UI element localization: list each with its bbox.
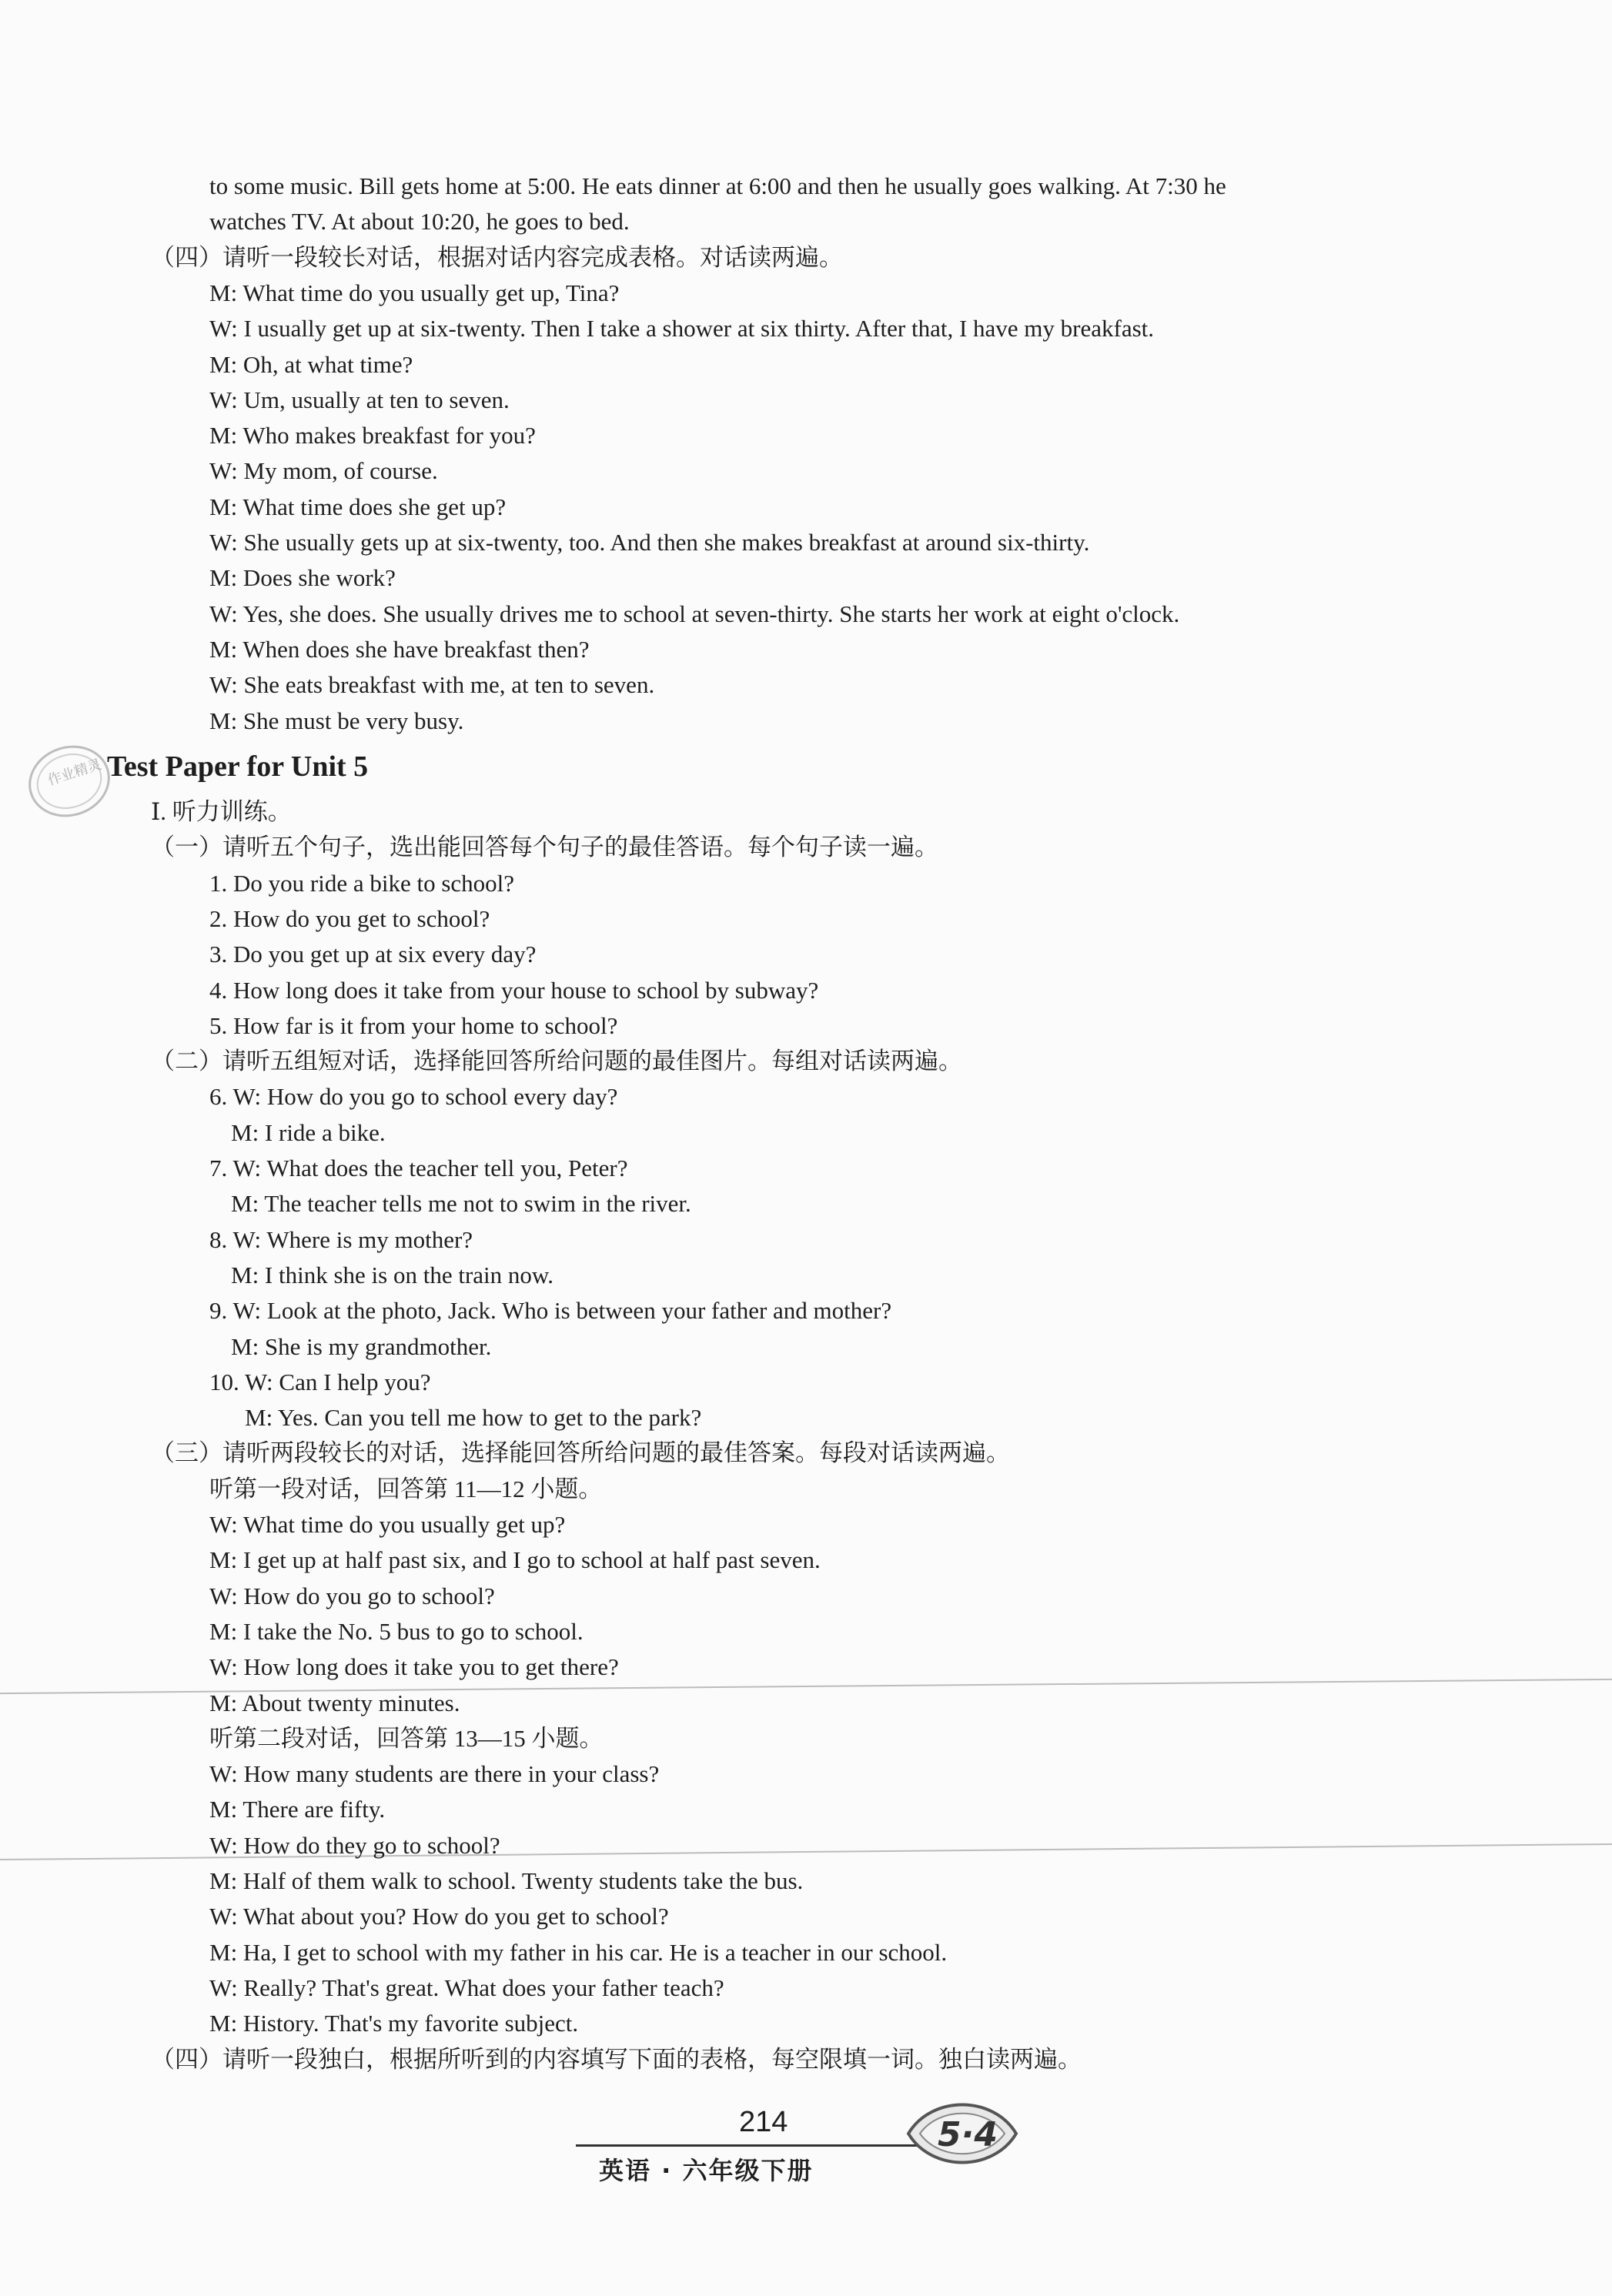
text-line: M: Does she work? (209, 564, 396, 592)
text-line: M: I get up at half past six, and I go to school at half past seven. (209, 1546, 821, 1574)
text-line: W: How do you go to school? (209, 1582, 495, 1609)
text-line: 3. Do you get up at six every day? (209, 941, 537, 968)
text-line: 10. W: Can I help you? (209, 1368, 431, 1395)
text-line: M: History. That's my favorite subject. (209, 2010, 579, 2037)
text-line: 听第二段对话，回答第 13—15 小题。 (209, 1724, 604, 1752)
brand-logo-icon (901, 2087, 1024, 2180)
stamp-text: 作业精灵 (45, 756, 104, 789)
text-line: W: How long does it take you to get there? (209, 1653, 619, 1681)
text-line: Ⅰ. 听力训练。 (151, 798, 292, 825)
text-line: 4. How long does it take from your house to school by subway? (209, 976, 819, 1004)
text-line: 5. How far is it from your home to school? (209, 1011, 618, 1039)
text-line: M: Who makes breakfast for you? (209, 422, 536, 450)
text-line: W: What about you? How do you get to school? (209, 1903, 669, 1930)
text-line: W: I usually get up at six-twenty. Then I take a shower at six thirty. After that, I have my breakfast. (209, 315, 1155, 343)
text-line: W: How do they go to school? (209, 1831, 500, 1859)
text-line: M: The teacher tells me not to swim in the river. (231, 1190, 691, 1218)
text-line: M: She is my grandmother. (231, 1332, 492, 1360)
watermark-stamp-icon (23, 739, 115, 824)
text-line: W: Um, usually at ten to seven. (209, 386, 510, 413)
text-line: （四）请听一段较长对话，根据对话内容完成表格。对话读两遍。 (151, 243, 843, 271)
text-line: W: She usually gets up at six-twenty, too. And then she makes breakfast at around six-thirty. (209, 529, 1090, 556)
text-line: to some music. Bill gets home at 5:00. He eats dinner at 6:00 and then he usually goes walking. At 7:30 he (209, 172, 1226, 199)
text-line: M: Ha, I get to school with my father in his car. He is a teacher in our school. (209, 1938, 948, 1966)
text-line: （三）请听两段较长的对话，选择能回答所给问题的最佳答案。每段对话读两遍。 (151, 1439, 1010, 1467)
text-line: M: I take the No. 5 bus to go to school. (209, 1617, 584, 1645)
text-line: （一）请听五个句子，选出能回答每个句子的最佳答语。每个句子读一遍。 (151, 834, 938, 861)
text-line: M: There are fifty. (209, 1796, 386, 1823)
text-line: W: My mom, of course. (209, 457, 438, 485)
text-line: 8. W: Where is my mother? (209, 1225, 473, 1253)
text-line: M: She must be very busy. (209, 707, 464, 734)
text-line: M: Half of them walk to school. Twenty students take the bus. (209, 1867, 804, 1894)
text-line: W: What time do you usually get up? (209, 1511, 566, 1538)
text-line: M: What time do you usually get up, Tina? (209, 279, 620, 306)
text-line: 2. How do you get to school? (209, 904, 490, 932)
text-line: W: Really? That's great. What does your father teach? (209, 1973, 724, 2001)
text-line: （二）请听五组短对话，选择能回答所给问题的最佳图片。每组对话读两遍。 (151, 1048, 962, 1075)
text-line: 7. W: What does the teacher tell you, Peter? (209, 1155, 628, 1181)
text-line: M: When does she have breakfast then? (209, 635, 590, 663)
text-line: M: Yes. Can you tell me how to get to the park? (245, 1404, 702, 1432)
text-line: M: I ride a bike. (231, 1118, 386, 1146)
text-line: M: About twenty minutes. (209, 1689, 460, 1716)
page-number: 214 (739, 2106, 788, 2138)
text-line: M: Oh, at what time? (209, 350, 413, 378)
book-title: 英语 · 六年级下册 (599, 2156, 814, 2185)
text-line: M: I think she is on the train now. (231, 1261, 554, 1288)
text-line: W: How many students are there in your class? (209, 1760, 660, 1788)
text-line: 1. Do you ride a bike to school? (209, 869, 515, 897)
section-title: Test Paper for Unit 5 (107, 750, 369, 783)
text-line: M: What time does she get up? (209, 493, 507, 520)
text-line: （四）请听一段独白，根据所听到的内容填写下面的表格，每空限填一词。独白读两遍。 (151, 2045, 1082, 2073)
text-line: 6. W: How do you go to school every day? (209, 1083, 618, 1111)
text-line: watches TV. At about 10:20, he goes to bed. (209, 208, 630, 236)
logo-text: 5·4 (938, 2115, 998, 2154)
footer-divider (576, 2144, 938, 2147)
text-line: W: She eats breakfast with me, at ten to seven. (209, 671, 655, 699)
text-line: 听第一段对话，回答第 11—12 小题。 (209, 1475, 603, 1502)
text-line: 9. W: Look at the photo, Jack. Who is between your father and mother? (209, 1297, 892, 1325)
text-line: W: Yes, she does. She usually drives me to school at seven-thirty. She starts her work at eight o'clock. (209, 600, 1180, 627)
